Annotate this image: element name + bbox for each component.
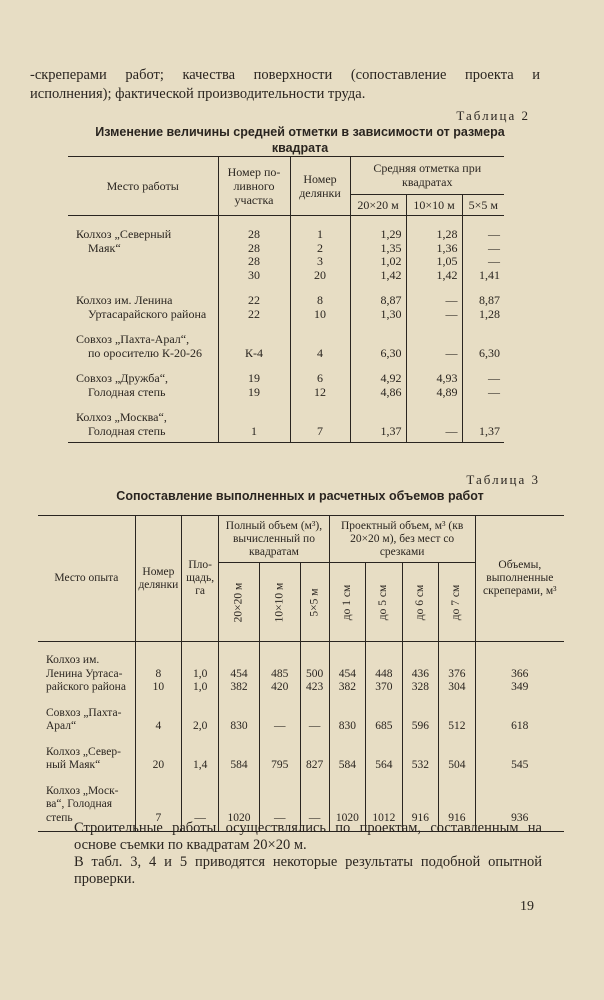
table-cell: 1020 xyxy=(219,812,260,832)
table-cell xyxy=(366,798,402,812)
spacer-cell xyxy=(462,321,504,333)
table-cell: 1 xyxy=(218,425,290,443)
table-cell: 1012 xyxy=(366,812,402,832)
table-row xyxy=(68,255,504,269)
spacer-cell xyxy=(329,695,365,707)
table-cell: — xyxy=(259,720,300,734)
table-cell: 8,87 xyxy=(350,294,406,308)
table-cell: 420 xyxy=(259,681,300,695)
table-cell: 485 xyxy=(259,668,300,682)
t2-header-place: Место работы xyxy=(68,157,218,216)
table-cell xyxy=(366,654,402,668)
table-cell: 28 xyxy=(218,242,290,256)
table-cell: 6,30 xyxy=(462,347,504,361)
t2-header-q20: 20×20 м xyxy=(350,194,406,215)
table-cell: 685 xyxy=(366,720,402,734)
place-cell: Колхоз им. xyxy=(46,654,100,666)
table-cell: 916 xyxy=(439,812,475,832)
table-cell xyxy=(439,654,475,668)
table-cell xyxy=(259,798,300,812)
spacer-cell xyxy=(300,773,329,785)
place-cell: Колхоз им. Ленина xyxy=(76,293,173,307)
spacer-cell xyxy=(218,399,290,411)
table-cell xyxy=(462,333,504,347)
table-cell xyxy=(135,785,181,799)
spacer-cell xyxy=(402,734,438,746)
table-cell: 3 xyxy=(290,255,350,269)
table2-caption: Таблица 2 xyxy=(456,108,530,123)
spacer-cell xyxy=(300,695,329,707)
table-cell: 366 xyxy=(475,668,564,682)
spacer-cell xyxy=(38,773,135,785)
spacer-cell xyxy=(259,642,300,655)
table3-caption: Таблица 3 xyxy=(466,472,540,487)
table-cell: 22 xyxy=(218,294,290,308)
table-cell: 504 xyxy=(439,759,475,773)
table-cell: 1,41 xyxy=(462,269,504,283)
table-row xyxy=(68,269,504,283)
spacer-cell xyxy=(290,399,350,411)
spacer-cell xyxy=(350,321,406,333)
table-row xyxy=(38,720,564,734)
table-cell: — xyxy=(182,812,219,832)
table-cell xyxy=(475,785,564,799)
table-cell: — xyxy=(462,255,504,269)
table-cell xyxy=(290,333,350,347)
spacer-cell xyxy=(475,695,564,707)
place-cell: Уртасарайского района xyxy=(88,306,207,321)
table-row xyxy=(68,386,504,400)
table-cell: 6,30 xyxy=(350,347,406,361)
t2-header-avg: Средняя отметка при квадратах xyxy=(350,157,504,195)
table-cell: 1,42 xyxy=(406,269,462,283)
table-cell: К-4 xyxy=(218,347,290,361)
table-cell: 936 xyxy=(475,812,564,832)
spacer-cell xyxy=(475,734,564,746)
table-cell xyxy=(439,798,475,812)
table-row xyxy=(68,308,504,322)
spacer-cell xyxy=(350,399,406,411)
spacer-cell xyxy=(38,695,135,707)
table-cell: — xyxy=(406,347,462,361)
table-cell: 584 xyxy=(219,759,260,773)
table-cell: 19 xyxy=(218,386,290,400)
place-cell: Голодная степь xyxy=(68,425,218,443)
spacer-cell xyxy=(366,734,402,746)
table-row xyxy=(68,294,504,308)
table-cell xyxy=(439,746,475,760)
t3-col-5cm: до 5 см xyxy=(377,584,390,620)
table-cell: — xyxy=(300,720,329,734)
table-cell: 545 xyxy=(475,759,564,773)
table-cell xyxy=(259,746,300,760)
t3-header-area: Пло-щадь, га xyxy=(182,516,219,642)
spacer-cell xyxy=(259,695,300,707)
spacer-cell xyxy=(300,642,329,655)
table-cell: — xyxy=(259,812,300,832)
table-cell: 10 xyxy=(135,681,181,695)
table-cell: 349 xyxy=(475,681,564,695)
table-row xyxy=(38,668,564,682)
table-cell xyxy=(218,411,290,425)
table-cell xyxy=(259,707,300,721)
spacer-cell xyxy=(259,773,300,785)
table3-title: Сопоставление выполненных и расчетных объемов работ xyxy=(116,489,484,503)
place-cell: Колхоз „Северный xyxy=(76,227,172,241)
table-cell xyxy=(329,654,365,668)
table-cell xyxy=(259,654,300,668)
table-cell xyxy=(329,798,365,812)
table-row xyxy=(68,411,504,425)
t2-header-q5: 5×5 м xyxy=(462,194,504,215)
spacer-cell xyxy=(300,734,329,746)
table-cell xyxy=(182,654,219,668)
place-cell: Совхоз „Дружба“, xyxy=(76,371,169,385)
spacer-cell xyxy=(218,321,290,333)
place-cell: Колхоз „Север- xyxy=(46,745,121,758)
spacer-cell xyxy=(135,642,181,655)
place-cell: Маяк“ xyxy=(88,240,121,255)
table-cell: 4,92 xyxy=(350,372,406,386)
table-row xyxy=(38,759,564,773)
place-cell: степь xyxy=(38,812,135,832)
table-cell xyxy=(406,333,462,347)
table-cell: 830 xyxy=(329,720,365,734)
table-cell xyxy=(439,785,475,799)
table-row xyxy=(38,798,564,812)
table-cell: 8,87 xyxy=(462,294,504,308)
t3-header-done: Объемы, выполненные скреперами, м³ xyxy=(475,516,564,642)
t3-col-1cm: до 1 см xyxy=(340,584,353,620)
table-cell: 4 xyxy=(135,720,181,734)
table-cell: 1,28 xyxy=(462,308,504,322)
t3-header-section: Номер делянки xyxy=(135,516,181,642)
table-cell: 916 xyxy=(402,812,438,832)
table-cell xyxy=(290,411,350,425)
spacer-cell xyxy=(439,695,475,707)
table-cell: 532 xyxy=(402,759,438,773)
table-cell: 1,4 xyxy=(182,759,219,773)
table-cell xyxy=(475,654,564,668)
spacer-cell xyxy=(475,642,564,655)
spacer-cell xyxy=(402,642,438,655)
table-cell xyxy=(219,785,260,799)
spacer-cell xyxy=(219,642,260,655)
table-row xyxy=(68,333,504,347)
table-row xyxy=(68,242,504,256)
table-cell: 1,37 xyxy=(350,425,406,443)
table-cell xyxy=(402,785,438,799)
spacer-cell xyxy=(402,695,438,707)
table-cell xyxy=(406,411,462,425)
table-cell xyxy=(300,785,329,799)
table-row xyxy=(38,707,564,721)
spacer-cell xyxy=(135,773,181,785)
spacer-cell xyxy=(439,773,475,785)
spacer-cell xyxy=(219,734,260,746)
table2 xyxy=(68,156,504,443)
spacer-cell xyxy=(182,734,219,746)
table-cell xyxy=(366,785,402,799)
table-cell xyxy=(219,654,260,668)
place-cell: ва“, Голодная xyxy=(46,798,113,810)
table-cell: 8 xyxy=(135,668,181,682)
table-cell: 454 xyxy=(329,668,365,682)
table-cell: — xyxy=(406,308,462,322)
table-cell: 1,0 xyxy=(182,668,219,682)
table-cell: 436 xyxy=(402,668,438,682)
table-cell: 4 xyxy=(290,347,350,361)
table-cell xyxy=(218,333,290,347)
place-cell: Голодная степь xyxy=(88,384,166,399)
spacer-cell xyxy=(366,642,402,655)
table-cell: 1,28 xyxy=(406,228,462,242)
spacer-cell xyxy=(290,321,350,333)
spacer-cell xyxy=(135,734,181,746)
table3 xyxy=(38,515,564,832)
spacer-cell xyxy=(366,773,402,785)
table-cell: 1,37 xyxy=(462,425,504,443)
table-row xyxy=(68,425,504,443)
table-row xyxy=(68,228,504,242)
t3-header-proj: Проектный объем, м³ (кв 20×20 м), без мест со срезками xyxy=(329,516,475,563)
table-cell: 448 xyxy=(366,668,402,682)
place-cell: Арал“ xyxy=(46,720,77,732)
place-cell: Ленина Уртаса- xyxy=(46,667,123,680)
spacer-cell xyxy=(475,773,564,785)
spacer-cell xyxy=(259,734,300,746)
table-cell xyxy=(300,707,329,721)
t3-header-full: Полный объем (м³), вычисленный по квадратам xyxy=(219,516,329,563)
place-cell: Колхоз „Москва“, xyxy=(76,410,167,424)
table-cell: — xyxy=(300,812,329,832)
table-cell: 4,93 xyxy=(406,372,462,386)
table-cell: 454 xyxy=(219,668,260,682)
spacer-cell xyxy=(439,734,475,746)
table-cell: — xyxy=(462,386,504,400)
page-number: 19 xyxy=(520,899,534,914)
table-cell xyxy=(329,785,365,799)
table-cell: 304 xyxy=(439,681,475,695)
place-cell: по оросителю К-20-26 xyxy=(88,345,202,360)
spacer-cell xyxy=(182,695,219,707)
spacer-cell xyxy=(182,642,219,655)
table-cell: — xyxy=(462,372,504,386)
table-cell: 370 xyxy=(366,681,402,695)
table-cell xyxy=(300,654,329,668)
table-cell: 2 xyxy=(290,242,350,256)
table-cell: 1020 xyxy=(329,812,365,832)
table-cell xyxy=(329,707,365,721)
table-cell xyxy=(135,707,181,721)
spacer-cell xyxy=(406,399,462,411)
intro-paragraph xyxy=(30,66,540,104)
table-cell xyxy=(182,707,219,721)
t2-header-plot: Номер по-ливного участка xyxy=(218,157,290,216)
table-cell xyxy=(402,654,438,668)
table-cell xyxy=(135,746,181,760)
table-cell: 22 xyxy=(218,308,290,322)
table-cell: 12 xyxy=(290,386,350,400)
table-cell: 1,0 xyxy=(182,681,219,695)
table-cell: 500 xyxy=(300,668,329,682)
t3-col-20: 20×20 м xyxy=(232,582,245,622)
table-cell xyxy=(182,785,219,799)
table-cell: 20 xyxy=(135,759,181,773)
spacer-cell xyxy=(406,321,462,333)
table-cell: 382 xyxy=(329,681,365,695)
spacer-cell xyxy=(329,642,365,655)
spacer-cell xyxy=(439,642,475,655)
table-cell: — xyxy=(462,242,504,256)
table-cell: 830 xyxy=(219,720,260,734)
table-cell: 596 xyxy=(402,720,438,734)
table-row xyxy=(38,654,564,668)
t2-header-q10: 10×10 м xyxy=(406,194,462,215)
place-cell: Совхоз „Пахта- xyxy=(46,706,122,719)
table-cell xyxy=(402,707,438,721)
table-cell: 7 xyxy=(290,425,350,443)
outro-p1: Строительные работы осуществлялись по проектам, составленным на основе съемки по квадратам 20×20 м. xyxy=(74,820,542,853)
place-cell: Колхоз „Моск- xyxy=(46,784,119,797)
table-cell xyxy=(135,798,181,812)
table-cell xyxy=(219,707,260,721)
spacer-cell xyxy=(219,773,260,785)
spacer-cell xyxy=(366,695,402,707)
table-cell: 19 xyxy=(218,372,290,386)
place-cell xyxy=(68,255,218,269)
table-cell xyxy=(462,411,504,425)
spacer-cell xyxy=(38,734,135,746)
table-cell: 1,29 xyxy=(350,228,406,242)
table-cell xyxy=(475,746,564,760)
table-cell xyxy=(329,746,365,760)
table-cell xyxy=(182,798,219,812)
table-cell: 382 xyxy=(219,681,260,695)
table-cell: 10 xyxy=(290,308,350,322)
table-cell: 7 xyxy=(135,812,181,832)
table-cell: 2,0 xyxy=(182,720,219,734)
table-cell: 376 xyxy=(439,668,475,682)
t2-header-section: Номер делянки xyxy=(290,157,350,216)
table-row xyxy=(38,785,564,799)
table-cell: 28 xyxy=(218,228,290,242)
table-cell: 1,35 xyxy=(350,242,406,256)
spacer-cell xyxy=(462,399,504,411)
table-cell: 1,05 xyxy=(406,255,462,269)
table-cell: 6 xyxy=(290,372,350,386)
table-cell: 8 xyxy=(290,294,350,308)
spacer-cell xyxy=(402,773,438,785)
table-cell: 512 xyxy=(439,720,475,734)
table-cell: 1,42 xyxy=(350,269,406,283)
place-cell: Совхоз „Пахта-Арал“, xyxy=(76,332,190,346)
table-cell: 328 xyxy=(402,681,438,695)
table-cell: 795 xyxy=(259,759,300,773)
outro-paragraph xyxy=(74,820,542,888)
table-cell xyxy=(350,333,406,347)
table-cell xyxy=(475,707,564,721)
spacer-cell xyxy=(182,773,219,785)
table-cell: 1,36 xyxy=(406,242,462,256)
table-cell: — xyxy=(462,228,504,242)
table-cell: 564 xyxy=(366,759,402,773)
table-cell xyxy=(402,798,438,812)
outro-p2: В табл. 3, 4 и 5 приводятся некоторые результаты подобной опытной проверки. xyxy=(74,854,542,887)
table-cell: — xyxy=(406,425,462,443)
table-row xyxy=(38,681,564,695)
table-cell: 423 xyxy=(300,681,329,695)
table-cell: 1,02 xyxy=(350,255,406,269)
t3-col-7cm: до 7 см xyxy=(450,584,463,620)
spacer-cell xyxy=(219,695,260,707)
table-cell: 4,86 xyxy=(350,386,406,400)
spacer-cell xyxy=(38,642,135,655)
table-cell xyxy=(135,654,181,668)
t3-header-place: Место опыта xyxy=(38,516,135,642)
t3-col-10: 10×10 м xyxy=(273,582,286,622)
table-cell: — xyxy=(406,294,462,308)
table-row xyxy=(68,347,504,361)
table-cell: 20 xyxy=(290,269,350,283)
table-cell xyxy=(439,707,475,721)
table-row xyxy=(68,372,504,386)
table-cell: 618 xyxy=(475,720,564,734)
spacer-cell xyxy=(329,734,365,746)
table-cell xyxy=(219,798,260,812)
place-cell: ный Маяк“ xyxy=(46,759,101,771)
t3-col-5: 5×5 м xyxy=(308,587,321,617)
table-cell xyxy=(366,707,402,721)
table-cell xyxy=(219,746,260,760)
table2-title: Изменение величины средней отметки в зависимости от размера квадрата xyxy=(95,125,505,155)
table-cell: 4,89 xyxy=(406,386,462,400)
table-cell: 28 xyxy=(218,255,290,269)
table-cell xyxy=(300,746,329,760)
table-cell xyxy=(475,798,564,812)
intro-line: -скреперами работ; качества поверхности (сопоставление проекта и xyxy=(30,67,540,83)
spacer-cell xyxy=(135,695,181,707)
intro-line: исполнения); фактической производительности труда. xyxy=(30,86,366,102)
table-cell: 584 xyxy=(329,759,365,773)
table-cell xyxy=(366,746,402,760)
table-cell xyxy=(402,746,438,760)
table-row xyxy=(38,746,564,760)
table-cell: 30 xyxy=(218,269,290,283)
table-cell: 1 xyxy=(290,228,350,242)
table-cell xyxy=(259,785,300,799)
place-cell xyxy=(68,269,218,283)
table-cell: 1,30 xyxy=(350,308,406,322)
spacer-cell xyxy=(329,773,365,785)
table-cell xyxy=(350,411,406,425)
table-cell xyxy=(300,798,329,812)
table-cell xyxy=(182,746,219,760)
table-cell: 827 xyxy=(300,759,329,773)
t3-col-6cm: до 6 см xyxy=(413,584,426,620)
place-cell: райского района xyxy=(46,681,126,693)
